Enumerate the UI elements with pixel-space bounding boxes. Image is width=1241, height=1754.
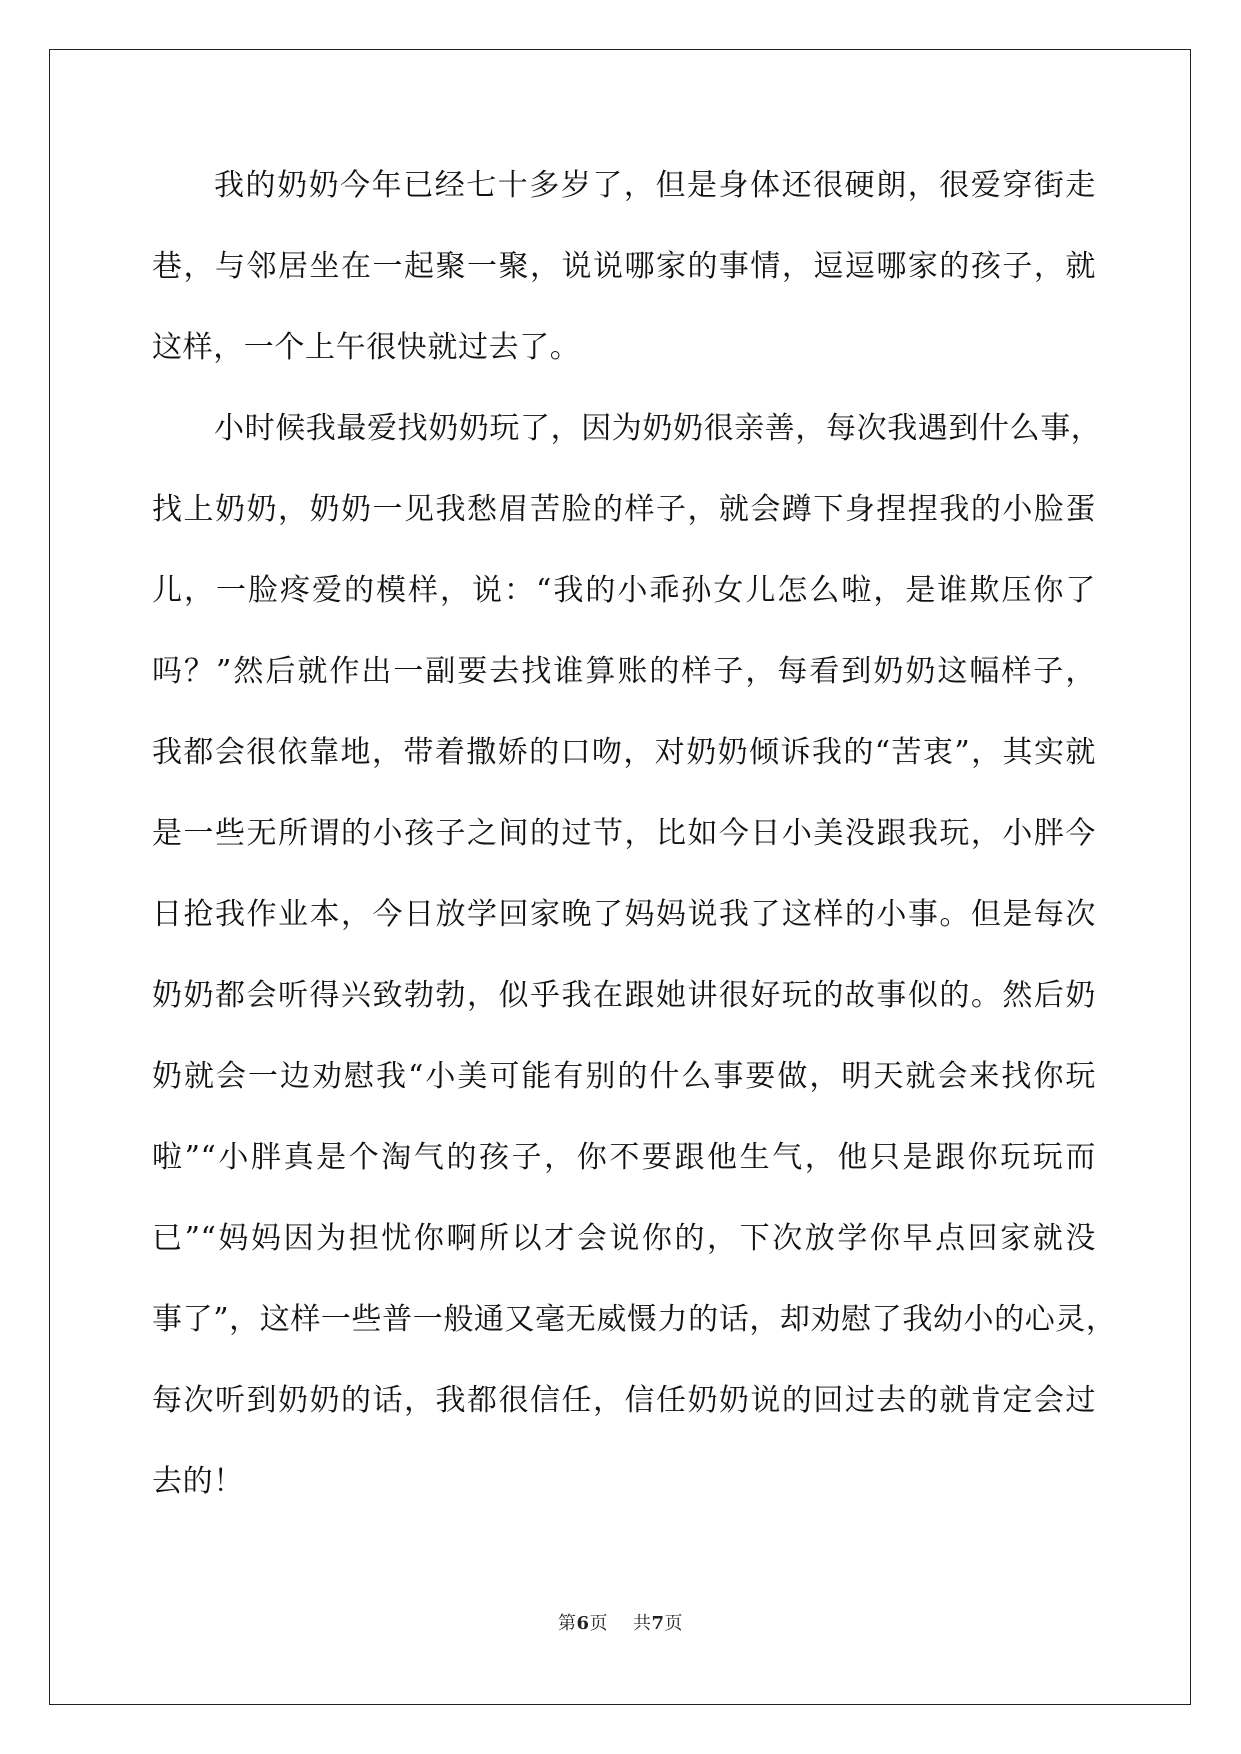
page-number-footer [0, 1609, 1241, 1635]
paragraph-1 [152, 161, 1096, 404]
text-line: 每次听到奶奶的话，我都很信任，信任奶奶说的回过去的就肯定会过 [152, 1383, 1096, 1418]
text-line: 已”“妈妈因为担忧你啊所以才会说你的，下次放学你早点回家就没 [152, 1221, 1096, 1256]
document-body [152, 161, 1117, 1538]
text-line: 奶奶都会听得兴致勃勃，似乎我在跟她讲很好玩的故事似的。然后奶 [152, 978, 1096, 1013]
page-prefix: 第 [558, 1613, 577, 1634]
text-line: 日抢我作业本，今日放学回家晚了妈妈说我了这样的小事。但是每次 [152, 897, 1096, 932]
text-line: 我的奶奶今年已经七十多岁了，但是身体还很硬朗，很爱穿街走 [214, 168, 1096, 203]
text-line: 奶就会一边劝慰我“小美可能有别的什么事要做，明天就会来找你玩 [152, 1059, 1096, 1094]
text-line: 吗？”然后就作出一副要去找谁算账的样子，每看到奶奶这幅样子， [152, 654, 1096, 689]
text-line: 巷，与邻居坐在一起聚一聚，说说哪家的事情，逗逗哪家的孩子，就 [152, 249, 1096, 284]
page-unit: 页 [589, 1613, 609, 1634]
text-line: 这样，一个上午很快就过去了。 [152, 330, 581, 365]
text-line: 啦”“小胖真是个淘气的孩子，你不要跟他生气，他只是跟你玩玩而 [152, 1140, 1096, 1175]
paragraph-2 [152, 404, 1117, 1538]
text-line: 我都会很依靠地，带着撒娇的口吻，对奶奶倾诉我的“苦衷”，其实就 [152, 735, 1096, 770]
total-prefix: 共 [632, 1613, 652, 1634]
text-line: 是一些无所谓的小孩子之间的过节，比如今日小美没跟我玩，小胖今 [152, 816, 1096, 851]
text-line: 小时候我最爱找奶奶玩了，因为奶奶很亲善，每次我遇到什么事， [214, 411, 1102, 446]
text-line: 事了”，这样一些普一般通又毫无威慑力的话，却劝慰了我幼小的心灵， [152, 1302, 1117, 1337]
text-line: 去的！ [152, 1464, 244, 1499]
text-line: 找上奶奶，奶奶一见我愁眉苦脸的样子，就会蹲下身捏捏我的小脸蛋 [152, 492, 1096, 527]
current-page-number: 6 [576, 1613, 590, 1634]
total-unit: 页 [664, 1613, 683, 1634]
text-line: 儿，一脸疼爱的模样，说：“我的小乖孙女儿怎么啦，是谁欺压你了 [152, 573, 1096, 608]
total-page-number: 7 [651, 1613, 665, 1634]
